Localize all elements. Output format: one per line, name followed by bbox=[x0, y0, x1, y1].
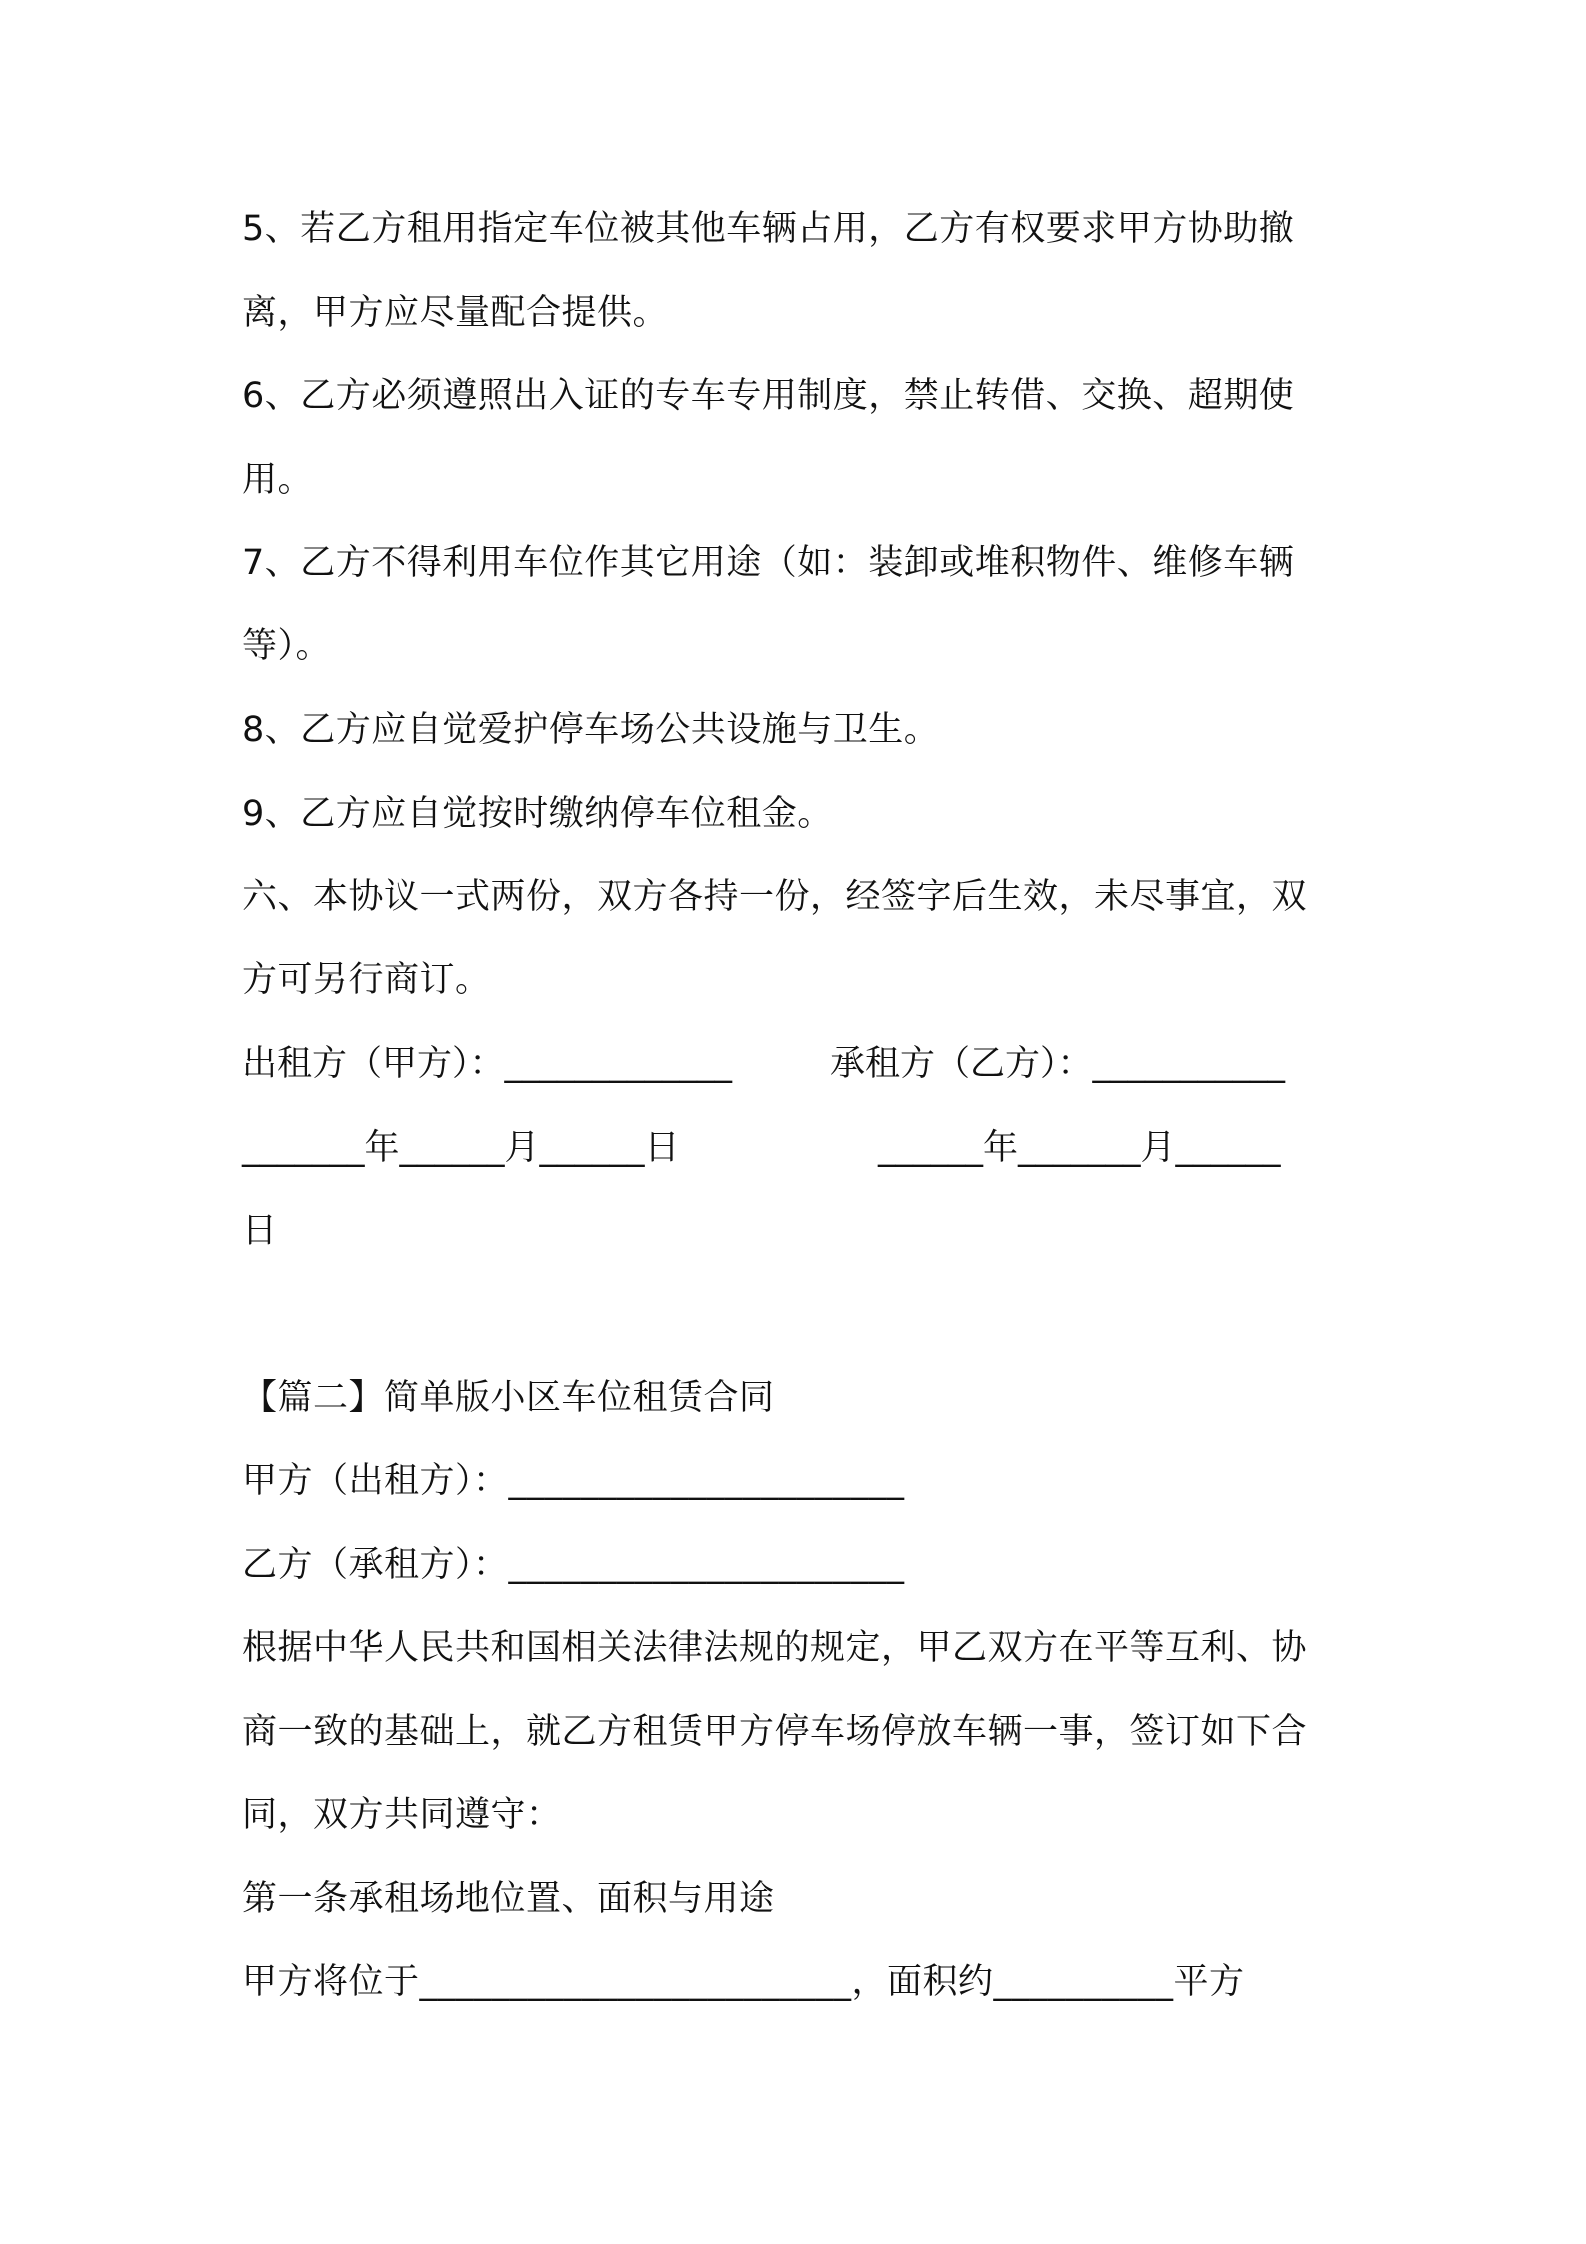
section-6-line-1: 六、本协议一式两份，双方各持一份，经签字后生效，未尽事宜，双 bbox=[242, 877, 1308, 917]
date-right: ______年_______月______ bbox=[878, 1128, 1281, 1168]
clause-9: 9、乙方应自觉按时缴纳停车位租金。 bbox=[242, 794, 833, 834]
clause-6-line-2: 用。 bbox=[242, 460, 314, 500]
section-2-title: 【篇二】简单版小区车位租赁合同 bbox=[242, 1378, 775, 1418]
section-6-line-2: 方可另行商订。 bbox=[242, 960, 491, 1000]
date-right-day: 日 bbox=[242, 1211, 278, 1251]
lessee-signature: 承租方（乙方）：___________ bbox=[830, 1044, 1286, 1084]
clause-8: 8、乙方应自觉爱护停车场公共设施与卫生。 bbox=[242, 710, 940, 750]
lessor-signature: 出租方（甲方）：_____________ bbox=[242, 1044, 733, 1084]
party-b-field: 乙方（承租方）：______________________ bbox=[242, 1545, 905, 1585]
clause-5-line-2: 离，甲方应尽量配合提供。 bbox=[242, 293, 669, 333]
preamble-line-2: 商一致的基础上，就乙方租赁甲方停车场停放车辆一事，签订如下合 bbox=[242, 1712, 1308, 1752]
preamble-line-1: 根据中华人民共和国相关法律法规的规定，甲乙双方在平等互利、协 bbox=[242, 1628, 1308, 1668]
preamble-line-3: 同，双方共同遵守： bbox=[242, 1795, 562, 1835]
clause-7-line-2: 等）。 bbox=[242, 626, 332, 666]
article-1-title: 第一条承租场地位置、面积与用途 bbox=[242, 1879, 775, 1919]
clause-7-line-1: 7、乙方不得利用车位作其它用途（如：装卸或堆积物件、维修车辆 bbox=[242, 543, 1295, 583]
article-1-text: 甲方将位于________________________，面积约__________平方 bbox=[242, 1962, 1245, 2002]
date-left: _______年______月______日 bbox=[242, 1128, 680, 1168]
clause-5-line-1: 5、若乙方租用指定车位被其他车辆占用，乙方有权要求甲方协助撤 bbox=[242, 209, 1295, 249]
party-a-field: 甲方（出租方）：______________________ bbox=[242, 1461, 905, 1501]
clause-6-line-1: 6、乙方必须遵照出入证的专车专用制度，禁止转借、交换、超期使 bbox=[242, 376, 1295, 416]
